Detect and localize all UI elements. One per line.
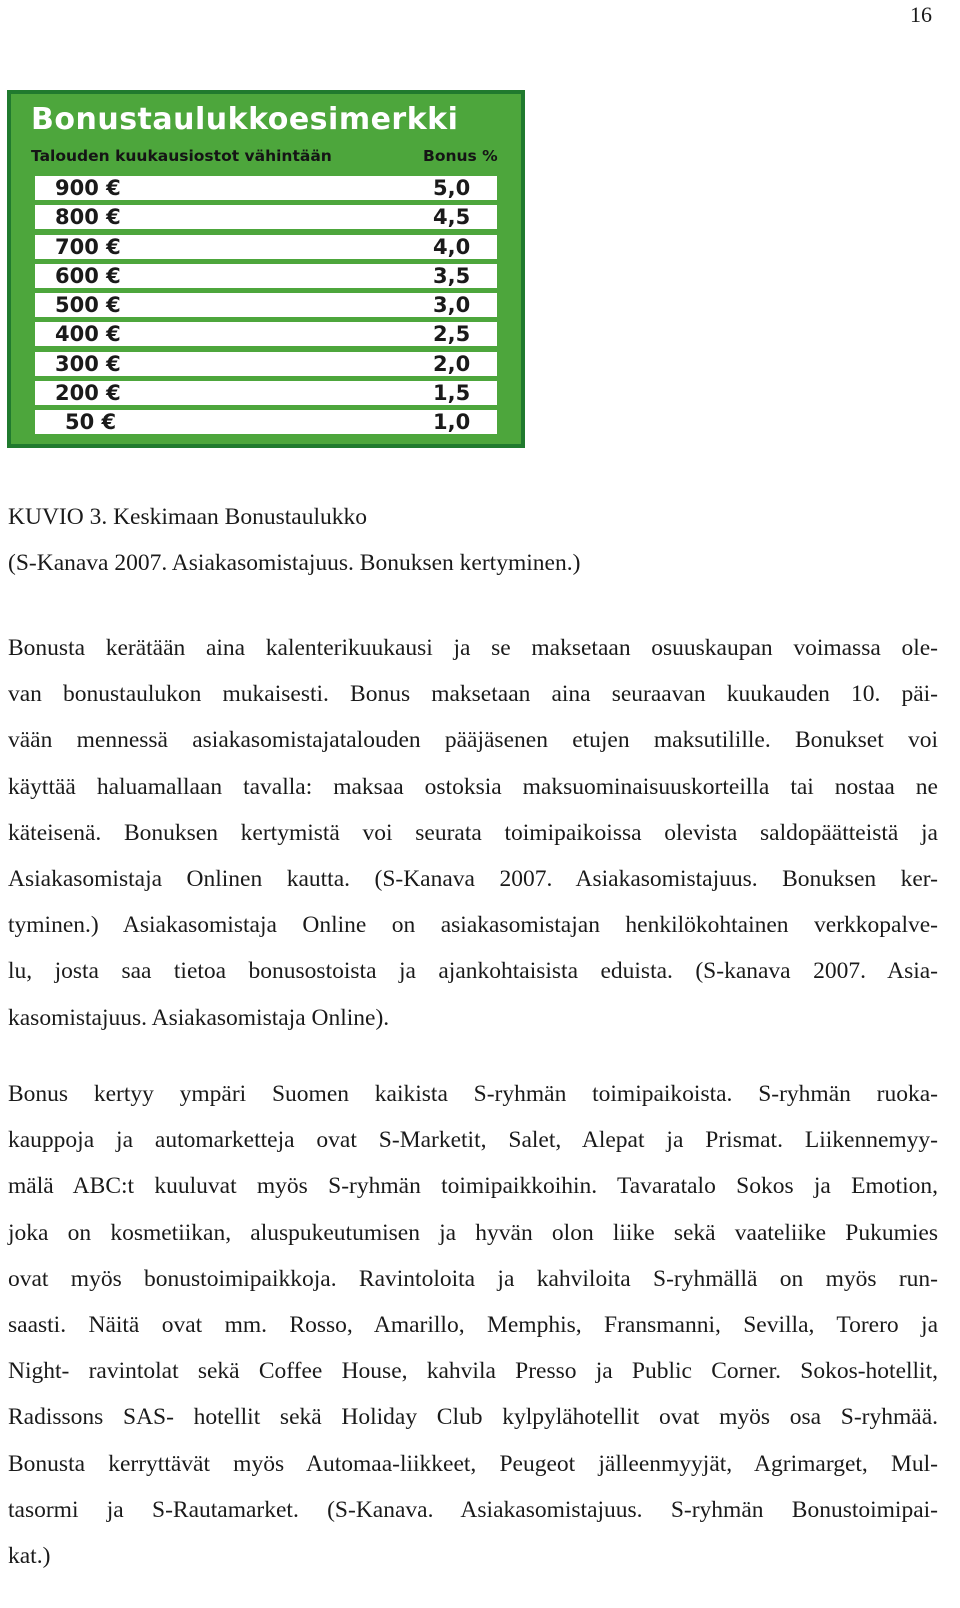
table-row [35, 205, 497, 229]
row-amount: 400 € [55, 322, 121, 347]
row-amount: 600 € [55, 263, 121, 288]
text-line: saasti. Näitä ovat mm. Rosso, Amarillo, Memphis, Fransmanni, Sevilla, Torero ja [8, 1312, 938, 1339]
row-bonus: 4,0 [433, 234, 471, 259]
bonus-table-figure [7, 90, 525, 448]
table-row [35, 322, 497, 346]
header-monthly-purchases: Talouden kuukausiostot vähintään [31, 147, 332, 165]
figure-header [31, 147, 513, 165]
table-row [35, 352, 497, 376]
row-bonus: 3,5 [433, 263, 471, 288]
text-line: Night- ravintolat sekä Coffee House, kahvila Presso ja Public Corner. Sokos-hotellit, [8, 1358, 938, 1385]
text-line: tyminen.) Asiakasomistaja Online on asiakasomistajan henkilökohtainen verkkopalve- [8, 912, 938, 939]
text-line: käteisenä. Bonuksen kertymistä voi seurata toimipaikoissa olevista saldopäätteistä ja [8, 819, 938, 846]
text-line: mälä ABC:t kuuluvat myös S-ryhmän toimipaikkoihin. Tavaratalo Sokos ja Emotion, [8, 1173, 938, 1200]
row-amount: 200 € [55, 380, 121, 405]
row-amount: 50 € [65, 410, 117, 434]
text-line: kat.) [8, 1543, 51, 1570]
row-bonus: 4,5 [433, 205, 471, 230]
row-bonus: 5,0 [433, 176, 471, 200]
text-line: käyttää haluamallaan tavalla: maksaa ostoksia maksuominaisuuskorteilla tai nostaa ne [8, 773, 938, 800]
row-bonus: 1,5 [433, 380, 471, 405]
paragraph-bonus-locations [8, 1071, 938, 1579]
table-row [35, 235, 497, 259]
table-row [35, 381, 497, 405]
text-line: kasomistajuus. Asiakasomistaja Online). [8, 1004, 390, 1031]
text-line: Radissons SAS- hotellit sekä Holiday Club kylpylähotellit ovat myös osa S-ryhmää. [8, 1404, 938, 1431]
row-amount: 300 € [55, 351, 121, 376]
table-row [35, 410, 497, 434]
caption-title: KUVIO 3. Keskimaan Bonustaulukko [8, 504, 367, 530]
text-line: ovat myös bonustoimipaikkoja. Ravintoloita ja kahviloita S-ryhmällä on myös run- [8, 1265, 938, 1292]
table-row [35, 293, 497, 317]
bonus-rows [35, 176, 497, 439]
text-line: vään mennessä asiakasomistajatalouden pääjäsenen etujen maksutilille. Bonukset voi [8, 727, 938, 754]
text-line: tasormi ja S-Rautamarket. (S-Kanava. Asiakasomistajuus. S-ryhmän Bonustoimipai- [8, 1496, 938, 1523]
row-amount: 800 € [55, 205, 121, 230]
row-bonus: 1,0 [433, 410, 471, 434]
figure-title: Bonustaulukkoesimerkki [31, 102, 459, 137]
row-bonus: 2,0 [433, 351, 471, 376]
page-number: 16 [910, 2, 932, 27]
row-amount: 700 € [55, 234, 121, 259]
header-bonus-percent: Bonus % [423, 147, 498, 165]
row-amount: 900 € [55, 176, 121, 200]
table-row [35, 264, 497, 288]
caption-source: (S-Kanava 2007. Asiakasomistajuus. Bonuksen kertyminen.) [8, 550, 581, 576]
text-line: lu, josta saa tietoa bonusostoista ja ajankohtaisista eduista. (S-kanava 2007. Asia- [8, 958, 938, 985]
text-line: Asiakasomistaja Onlinen kautta. (S-Kanava 2007. Asiakasomistajuus. Bonuksen ker- [8, 866, 938, 893]
text-line: joka on kosmetiikan, aluspukeutumisen ja hyvän olon liike sekä vaateliike Pukumies [8, 1219, 938, 1246]
table-row [35, 176, 497, 200]
text-line: Bonusta kerryttävät myös Automaa-liikkeet, Peugeot jälleenmyyjät, Agrimarget, Mul- [8, 1450, 938, 1477]
text-line: Bonus kertyy ympäri Suomen kaikista S-ryhmän toimipaikoista. S-ryhmän ruoka- [8, 1081, 938, 1107]
text-line: van bonustaulukon mukaisesti. Bonus maksetaan aina seuraavan kuukauden 10. päi- [8, 681, 938, 708]
text-line: Bonusta kerätään aina kalenterikuukausi ja se maksetaan osuuskaupan voimassa ole- [8, 635, 938, 661]
figure-caption [8, 494, 938, 586]
paragraph-bonus-collection [8, 625, 938, 1041]
row-bonus: 2,5 [433, 322, 471, 347]
text-line: kauppoja ja automarketteja ovat S-Marketit, Salet, Alepat ja Prismat. Liikennemyy- [8, 1127, 938, 1154]
row-amount: 500 € [55, 293, 121, 317]
row-bonus: 3,0 [433, 293, 471, 317]
